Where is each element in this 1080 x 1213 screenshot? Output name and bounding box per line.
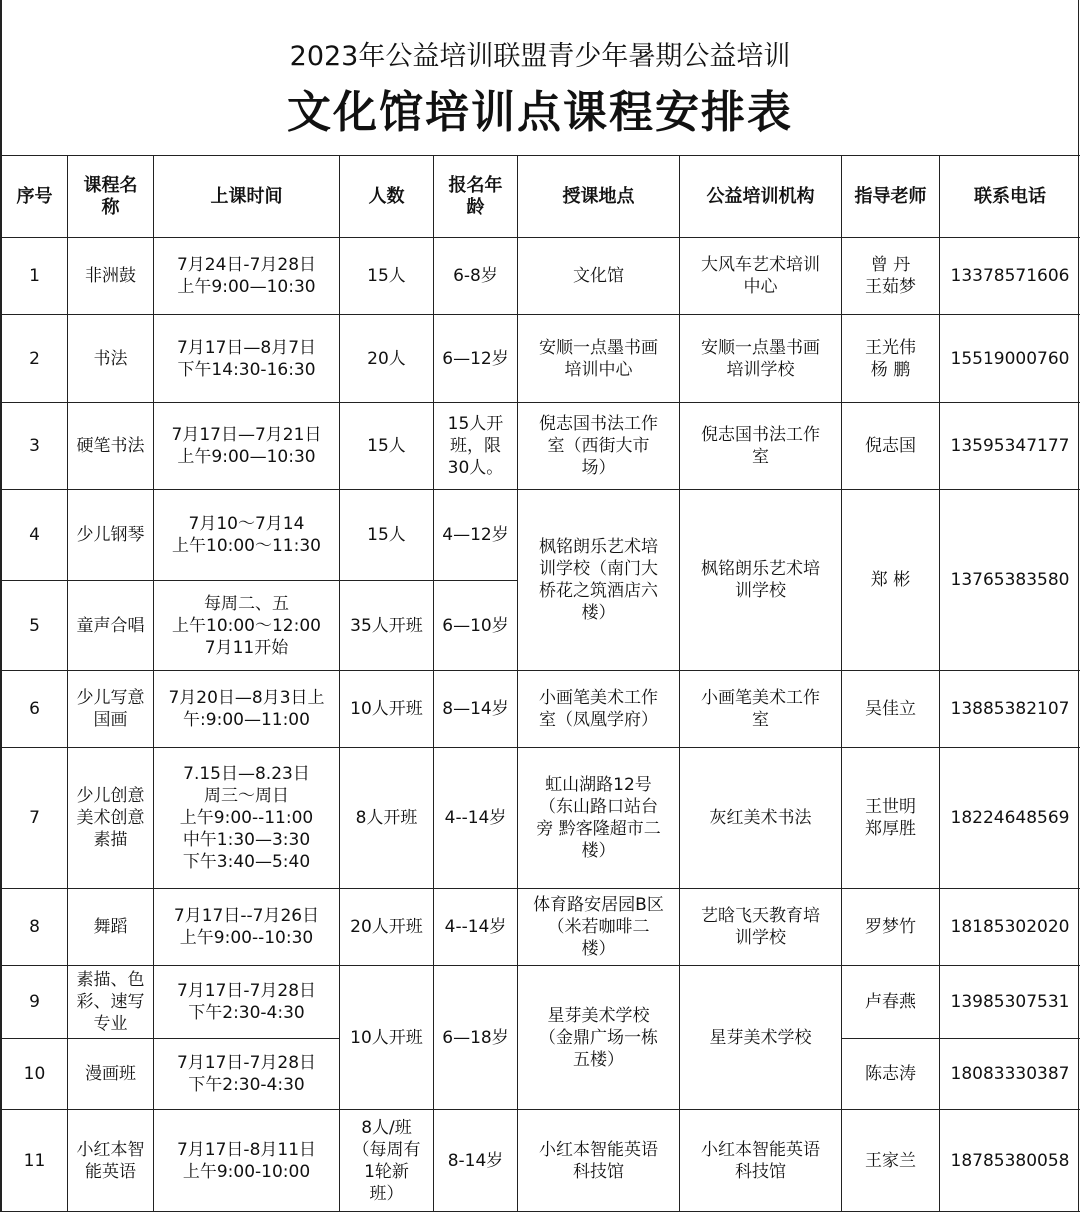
title-line-1: 2023年公益培训联盟青少年暑期公益培训 (289, 41, 791, 72)
cell-course: 童声合唱 (68, 581, 154, 671)
cell-time: 7月17日-7月28日 下午2:30-4:30 (154, 966, 340, 1039)
cell-phone: 18785380058 (940, 1110, 1080, 1212)
cell-teacher: 王世明 郑厚胜 (842, 748, 940, 889)
cell-no: 7 (2, 748, 68, 889)
cell-age: 8—14岁 (434, 671, 518, 748)
cell-place: 体育路安居园B区 （米若咖啡二 楼） (518, 889, 680, 966)
table-row (2, 490, 1080, 581)
cell-time: 7月24日-7月28日 上午9:00—10:30 (154, 238, 340, 315)
cell-place: 虹山湖路12号 （东山路口站台 旁 黔客隆超市二 楼） (518, 748, 680, 889)
cell-count: 20人开班 (340, 889, 434, 966)
header-count: 人数 (340, 156, 434, 238)
table-row (2, 403, 1080, 490)
cell-teacher: 王光伟 杨 鹏 (842, 315, 940, 403)
cell-no: 6 (2, 671, 68, 748)
cell-age: 6—18岁 (434, 966, 518, 1110)
cell-org: 艺晗飞天教育培 训学校 (680, 889, 842, 966)
title-line-2: 文化馆培训点课程安排表 (287, 87, 793, 138)
cell-course: 少儿创意 美术创意 素描 (68, 748, 154, 889)
cell-phone: 18083330387 (940, 1039, 1080, 1110)
cell-time: 7月17日—7月21日 上午9:00—10:30 (154, 403, 340, 490)
cell-org: 安顺一点墨书画 培训学校 (680, 315, 842, 403)
cell-place: 小画笔美术工作 室（凤凰学府） (518, 671, 680, 748)
cell-time: 7月17日-8月11日 上午9:00-10:00 (154, 1110, 340, 1212)
cell-teacher: 罗梦竹 (842, 889, 940, 966)
cell-time: 每周二、五 上午10:00～12:00 7月11开始 (154, 581, 340, 671)
cell-teacher: 曾 丹 王茹梦 (842, 238, 940, 315)
cell-place: 星芽美术学校 （金鼎广场一栋 五楼） (518, 966, 680, 1110)
cell-phone: 13378571606 (940, 238, 1080, 315)
cell-count: 15人 (340, 403, 434, 490)
cell-course: 少儿钢琴 (68, 490, 154, 581)
table-row (2, 748, 1080, 889)
table-row (2, 1110, 1080, 1212)
cell-age: 4--14岁 (434, 748, 518, 889)
table-row (2, 671, 1080, 748)
cell-count: 8人/班 （每周有 1轮新 班） (340, 1110, 434, 1212)
cell-course: 舞蹈 (68, 889, 154, 966)
cell-count: 10人开班 (340, 966, 434, 1110)
cell-no: 1 (2, 238, 68, 315)
header-phone: 联系电话 (940, 156, 1080, 238)
cell-org: 星芽美术学校 (680, 966, 842, 1110)
cell-org: 灰红美术书法 (680, 748, 842, 889)
cell-age: 4—12岁 (434, 490, 518, 581)
cell-no: 4 (2, 490, 68, 581)
cell-phone: 18185302020 (940, 889, 1080, 966)
cell-teacher: 倪志国 (842, 403, 940, 490)
cell-time: 7月10～7月14 上午10:00～11:30 (154, 490, 340, 581)
cell-age: 15人开 班，限 30人。 (434, 403, 518, 490)
header-age: 报名年 龄 (434, 156, 518, 238)
cell-time: 7月17日-7月28日 下午2:30-4:30 (154, 1039, 340, 1110)
table-row (2, 889, 1080, 966)
table-row (2, 238, 1080, 315)
title-block (1, 0, 1079, 155)
header-org: 公益培训机构 (680, 156, 842, 238)
cell-org: 小画笔美术工作 室 (680, 671, 842, 748)
cell-teacher: 陈志涛 (842, 1039, 940, 1110)
cell-course: 硬笔书法 (68, 403, 154, 490)
cell-count: 8人开班 (340, 748, 434, 889)
cell-phone: 13985307531 (940, 966, 1080, 1039)
cell-count: 35人开班 (340, 581, 434, 671)
cell-time: 7月17日—8月7日 下午14:30-16:30 (154, 315, 340, 403)
cell-org: 小红本智能英语 科技馆 (680, 1110, 842, 1212)
cell-count: 20人 (340, 315, 434, 403)
cell-no: 11 (2, 1110, 68, 1212)
cell-age: 6—12岁 (434, 315, 518, 403)
cell-no: 8 (2, 889, 68, 966)
cell-phone: 13885382107 (940, 671, 1080, 748)
cell-no: 9 (2, 966, 68, 1039)
cell-age: 8-14岁 (434, 1110, 518, 1212)
cell-place: 文化馆 (518, 238, 680, 315)
cell-org: 大风车艺术培训 中心 (680, 238, 842, 315)
header-teacher: 指导老师 (842, 156, 940, 238)
cell-time: 7月20日—8月3日上 午:9:00—11:00 (154, 671, 340, 748)
cell-no: 3 (2, 403, 68, 490)
cell-no: 5 (2, 581, 68, 671)
course-schedule-table (1, 155, 1080, 1212)
header-no: 序号 (2, 156, 68, 238)
header-place: 授课地点 (518, 156, 680, 238)
cell-course: 漫画班 (68, 1039, 154, 1110)
header-course: 课程名 称 (68, 156, 154, 238)
cell-place: 倪志国书法工作 室（西街大市 场） (518, 403, 680, 490)
cell-course: 非洲鼓 (68, 238, 154, 315)
cell-no: 2 (2, 315, 68, 403)
cell-org: 倪志国书法工作 室 (680, 403, 842, 490)
cell-time: 7.15日—8.23日 周三～周日 上午9:00--11:00 中午1:30—3:30 下午3:40—5:40 (154, 748, 340, 889)
cell-phone: 13595347177 (940, 403, 1080, 490)
cell-teacher: 郑 彬 (842, 490, 940, 671)
cell-count: 15人 (340, 490, 434, 581)
cell-course: 书法 (68, 315, 154, 403)
cell-course: 小红本智 能英语 (68, 1110, 154, 1212)
cell-org: 枫铭朗乐艺术培 训学校 (680, 490, 842, 671)
cell-no: 10 (2, 1039, 68, 1110)
table-row (2, 315, 1080, 403)
cell-phone: 18224648569 (940, 748, 1080, 889)
cell-teacher: 吴佳立 (842, 671, 940, 748)
cell-phone: 15519000760 (940, 315, 1080, 403)
cell-place: 安顺一点墨书画 培训中心 (518, 315, 680, 403)
table-row (2, 966, 1080, 1039)
cell-age: 6-8岁 (434, 238, 518, 315)
cell-course: 素描、色 彩、速写 专业 (68, 966, 154, 1039)
cell-count: 15人 (340, 238, 434, 315)
cell-age: 4--14岁 (434, 889, 518, 966)
cell-place: 枫铭朗乐艺术培 训学校（南门大 桥花之筑酒店六 楼） (518, 490, 680, 671)
cell-count: 10人开班 (340, 671, 434, 748)
cell-teacher: 卢春燕 (842, 966, 940, 1039)
header-time: 上课时间 (154, 156, 340, 238)
cell-age: 6—10岁 (434, 581, 518, 671)
cell-phone: 13765383580 (940, 490, 1080, 671)
header-row (2, 156, 1080, 238)
cell-time: 7月17日--7月26日 上午9:00--10:30 (154, 889, 340, 966)
cell-teacher: 王家兰 (842, 1110, 940, 1212)
cell-place: 小红本智能英语 科技馆 (518, 1110, 680, 1212)
cell-course: 少儿写意 国画 (68, 671, 154, 748)
